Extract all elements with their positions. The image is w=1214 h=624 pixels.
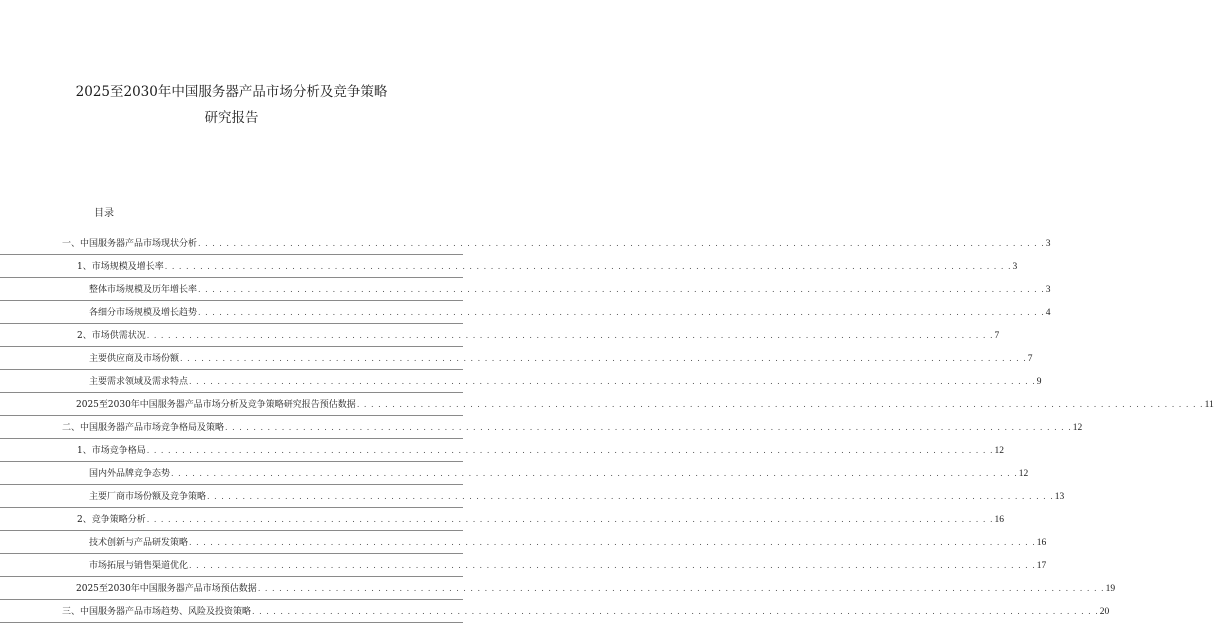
toc-entry-label: 2025至2030年中国服务器产品市场分析及竞争策略研究报告预估数据: [76, 400, 356, 410]
toc-page-number: 3: [1012, 262, 1018, 272]
toc-page-number: 12: [1072, 423, 1083, 433]
toc-dot-leader: . . . . . . . . . . . . . . . . . . . . . . . . . . . . . . . . . . . . . . . . . . . . . . . . . . . . . . . . . . . . . . . . . . . . . . . . . . . . . . . . . . . . . . . . . . . . . . . . . . . . . . . . . . . . . . . . . . . . . . . .: [257, 584, 1105, 593]
toc-page-number: 12: [1018, 469, 1029, 479]
toc-entry-label: 2、竞争策略分析: [77, 515, 146, 525]
toc-dot-leader: . . . . . . . . . . . . . . . . . . . . . . . . . . . . . . . . . . . . . . . . . . . . . . . . . . . . . . . . . . . . . . . . . . . . . . . . . . . . . . . . . . . . . . . . . . . . . . . . . . . . . . . . . . . . . . . . . . . . . . . .: [198, 239, 1045, 248]
toc-dot-leader: . . . . . . . . . . . . . . . . . . . . . . . . . . . . . . . . . . . . . . . . . . . . . . . . . . . . . . . . . . . . . . . . . . . . . . . . . . . . . . . . . . . . . . . . . . . . . . . . . . . . . . . . . . . . . . . . . . . . . . . .: [189, 377, 1036, 386]
toc-entry-label: 主要需求领域及需求特点: [89, 377, 189, 387]
document-title: [40, 79, 423, 131]
toc-entry[interactable]: [0, 508, 1005, 531]
toc-entry-label: 三、中国服务器产品市场趋势、风险及投资策略: [62, 607, 252, 617]
toc-entry-label: 1、市场竞争格局: [77, 446, 146, 456]
toc-entry-label: 国内外品牌竞争态势: [89, 469, 171, 479]
toc-entry-label: 二、中国服务器产品市场竞争格局及策略: [62, 423, 225, 433]
toc-entry-label: 一、中国服务器产品市场现状分析: [62, 239, 198, 249]
toc-entry[interactable]: [0, 416, 1083, 439]
toc-dot-leader: . . . . . . . . . . . . . . . . . . . . . . . . . . . . . . . . . . . . . . . . . . . . . . . . . . . . . . . . . . . . . . . . . . . . . . . . . . . . . . . . . . . . . . . . . . . . . . . . . . . . . . . . . . . . . . . . . . . . . . . .: [146, 331, 994, 340]
toc-dot-leader: . . . . . . . . . . . . . . . . . . . . . . . . . . . . . . . . . . . . . . . . . . . . . . . . . . . . . . . . . . . . . . . . . . . . . . . . . . . . . . . . . . . . . . . . . . . . . . . . . . . . . . . . . . . . . . . . . . . . . . . .: [180, 354, 1027, 363]
toc-entry-label: 2025至2030年中国服务器产品市场预估数据: [76, 584, 257, 594]
toc-entry-label: 各细分市场规模及增长趋势: [89, 308, 198, 318]
toc-page-number: 16: [1036, 538, 1047, 548]
toc-page-number: 7: [994, 331, 1000, 341]
toc-heading: 目录: [94, 208, 114, 219]
toc-entry[interactable]: [0, 324, 1000, 347]
toc-dot-leader: . . . . . . . . . . . . . . . . . . . . . . . . . . . . . . . . . . . . . . . . . . . . . . . . . . . . . . . . . . . . . . . . . . . . . . . . . . . . . . . . . . . . . . . . . . . . . . . . . . . . . . . . . . . . . . . . . . . . . . . .: [356, 400, 1204, 409]
toc-page-number: 17: [1036, 561, 1047, 571]
toc-page-number: 4: [1045, 308, 1051, 318]
toc-page-number: 13: [1054, 492, 1065, 502]
toc-entry-label: 2、市场供需状况: [77, 331, 146, 341]
toc-entry[interactable]: [0, 347, 1033, 370]
toc-entry[interactable]: [0, 600, 1110, 623]
toc-dot-leader: . . . . . . . . . . . . . . . . . . . . . . . . . . . . . . . . . . . . . . . . . . . . . . . . . . . . . . . . . . . . . . . . . . . . . . . . . . . . . . . . . . . . . . . . . . . . . . . . . . . . . . . . . . . . . . . . . . . . . . . .: [252, 607, 1099, 616]
toc-dot-leader: . . . . . . . . . . . . . . . . . . . . . . . . . . . . . . . . . . . . . . . . . . . . . . . . . . . . . . . . . . . . . . . . . . . . . . . . . . . . . . . . . . . . . . . . . . . . . . . . . . . . . . . . . . . . . . . . . . . . . . . .: [146, 515, 994, 524]
toc-entry[interactable]: [0, 577, 1116, 600]
toc-entry[interactable]: [0, 393, 1214, 416]
toc-entry-label: 1、市场规模及增长率: [77, 262, 164, 272]
toc-entry-label: 技术创新与产品研发策略: [89, 538, 189, 548]
toc-page-number: 19: [1105, 584, 1116, 594]
toc-dot-leader: . . . . . . . . . . . . . . . . . . . . . . . . . . . . . . . . . . . . . . . . . . . . . . . . . . . . . . . . . . . . . . . . . . . . . . . . . . . . . . . . . . . . . . . . . . . . . . . . . . . . . . . . . . . . . . . . . . . . . . . .: [189, 561, 1036, 570]
toc-entry[interactable]: [0, 255, 1018, 278]
toc-dot-leader: . . . . . . . . . . . . . . . . . . . . . . . . . . . . . . . . . . . . . . . . . . . . . . . . . . . . . . . . . . . . . . . . . . . . . . . . . . . . . . . . . . . . . . . . . . . . . . . . . . . . . . . . . . . . . . . . . . . . . . . .: [164, 262, 1012, 271]
toc-page-number: 7: [1027, 354, 1033, 364]
toc-page-number: 3: [1045, 239, 1051, 249]
toc-dot-leader: . . . . . . . . . . . . . . . . . . . . . . . . . . . . . . . . . . . . . . . . . . . . . . . . . . . . . . . . . . . . . . . . . . . . . . . . . . . . . . . . . . . . . . . . . . . . . . . . . . . . . . . . . . . . . . . . . . . . . . . .: [225, 423, 1072, 432]
toc-entry-label: 主要厂商市场份额及竞争策略: [89, 492, 207, 502]
toc-page-number: 16: [994, 515, 1005, 525]
toc-page-number: 9: [1036, 377, 1042, 387]
toc-page-number: 20: [1099, 607, 1110, 617]
toc-entry[interactable]: [0, 232, 1051, 255]
title-line-1: 2025至2030年中国服务器产品市场分析及竞争策略: [75, 84, 388, 100]
toc-entry[interactable]: [0, 462, 1029, 485]
toc-entry[interactable]: [0, 301, 1051, 324]
toc-entry[interactable]: [0, 439, 1005, 462]
toc-dot-leader: . . . . . . . . . . . . . . . . . . . . . . . . . . . . . . . . . . . . . . . . . . . . . . . . . . . . . . . . . . . . . . . . . . . . . . . . . . . . . . . . . . . . . . . . . . . . . . . . . . . . . . . . . . . . . . . . . . . . . . . .: [198, 308, 1045, 317]
toc-dot-leader: . . . . . . . . . . . . . . . . . . . . . . . . . . . . . . . . . . . . . . . . . . . . . . . . . . . . . . . . . . . . . . . . . . . . . . . . . . . . . . . . . . . . . . . . . . . . . . . . . . . . . . . . . . . . . . . . . . . . . . . .: [207, 492, 1054, 501]
toc-entry[interactable]: [0, 278, 1051, 301]
toc-entry[interactable]: [0, 531, 1047, 554]
toc-dot-leader: . . . . . . . . . . . . . . . . . . . . . . . . . . . . . . . . . . . . . . . . . . . . . . . . . . . . . . . . . . . . . . . . . . . . . . . . . . . . . . . . . . . . . . . . . . . . . . . . . . . . . . . . . . . . . . . . . . . . . . . .: [198, 285, 1045, 294]
toc-entry-label: 市场拓展与销售渠道优化: [89, 561, 189, 571]
toc-page-number: 3: [1045, 285, 1051, 295]
toc-dot-leader: . . . . . . . . . . . . . . . . . . . . . . . . . . . . . . . . . . . . . . . . . . . . . . . . . . . . . . . . . . . . . . . . . . . . . . . . . . . . . . . . . . . . . . . . . . . . . . . . . . . . . . . . . . . . . . . . . . . . . . . .: [171, 469, 1018, 478]
title-line-2: 研究报告: [204, 110, 259, 126]
toc-entry[interactable]: [0, 554, 1047, 577]
toc-entry-label: 主要供应商及市场份额: [89, 354, 180, 364]
toc-dot-leader: . . . . . . . . . . . . . . . . . . . . . . . . . . . . . . . . . . . . . . . . . . . . . . . . . . . . . . . . . . . . . . . . . . . . . . . . . . . . . . . . . . . . . . . . . . . . . . . . . . . . . . . . . . . . . . . . . . . . . . . .: [189, 538, 1036, 547]
toc-dot-leader: . . . . . . . . . . . . . . . . . . . . . . . . . . . . . . . . . . . . . . . . . . . . . . . . . . . . . . . . . . . . . . . . . . . . . . . . . . . . . . . . . . . . . . . . . . . . . . . . . . . . . . . . . . . . . . . . . . . . . . . .: [146, 446, 994, 455]
toc-page-number: 11: [1204, 400, 1214, 410]
toc-entry[interactable]: [0, 370, 1042, 393]
toc-page-number: 12: [994, 446, 1005, 456]
toc-entry-label: 整体市场规模及历年增长率: [89, 285, 198, 295]
toc-entry[interactable]: [0, 485, 1065, 508]
table-of-contents: [0, 232, 1214, 623]
